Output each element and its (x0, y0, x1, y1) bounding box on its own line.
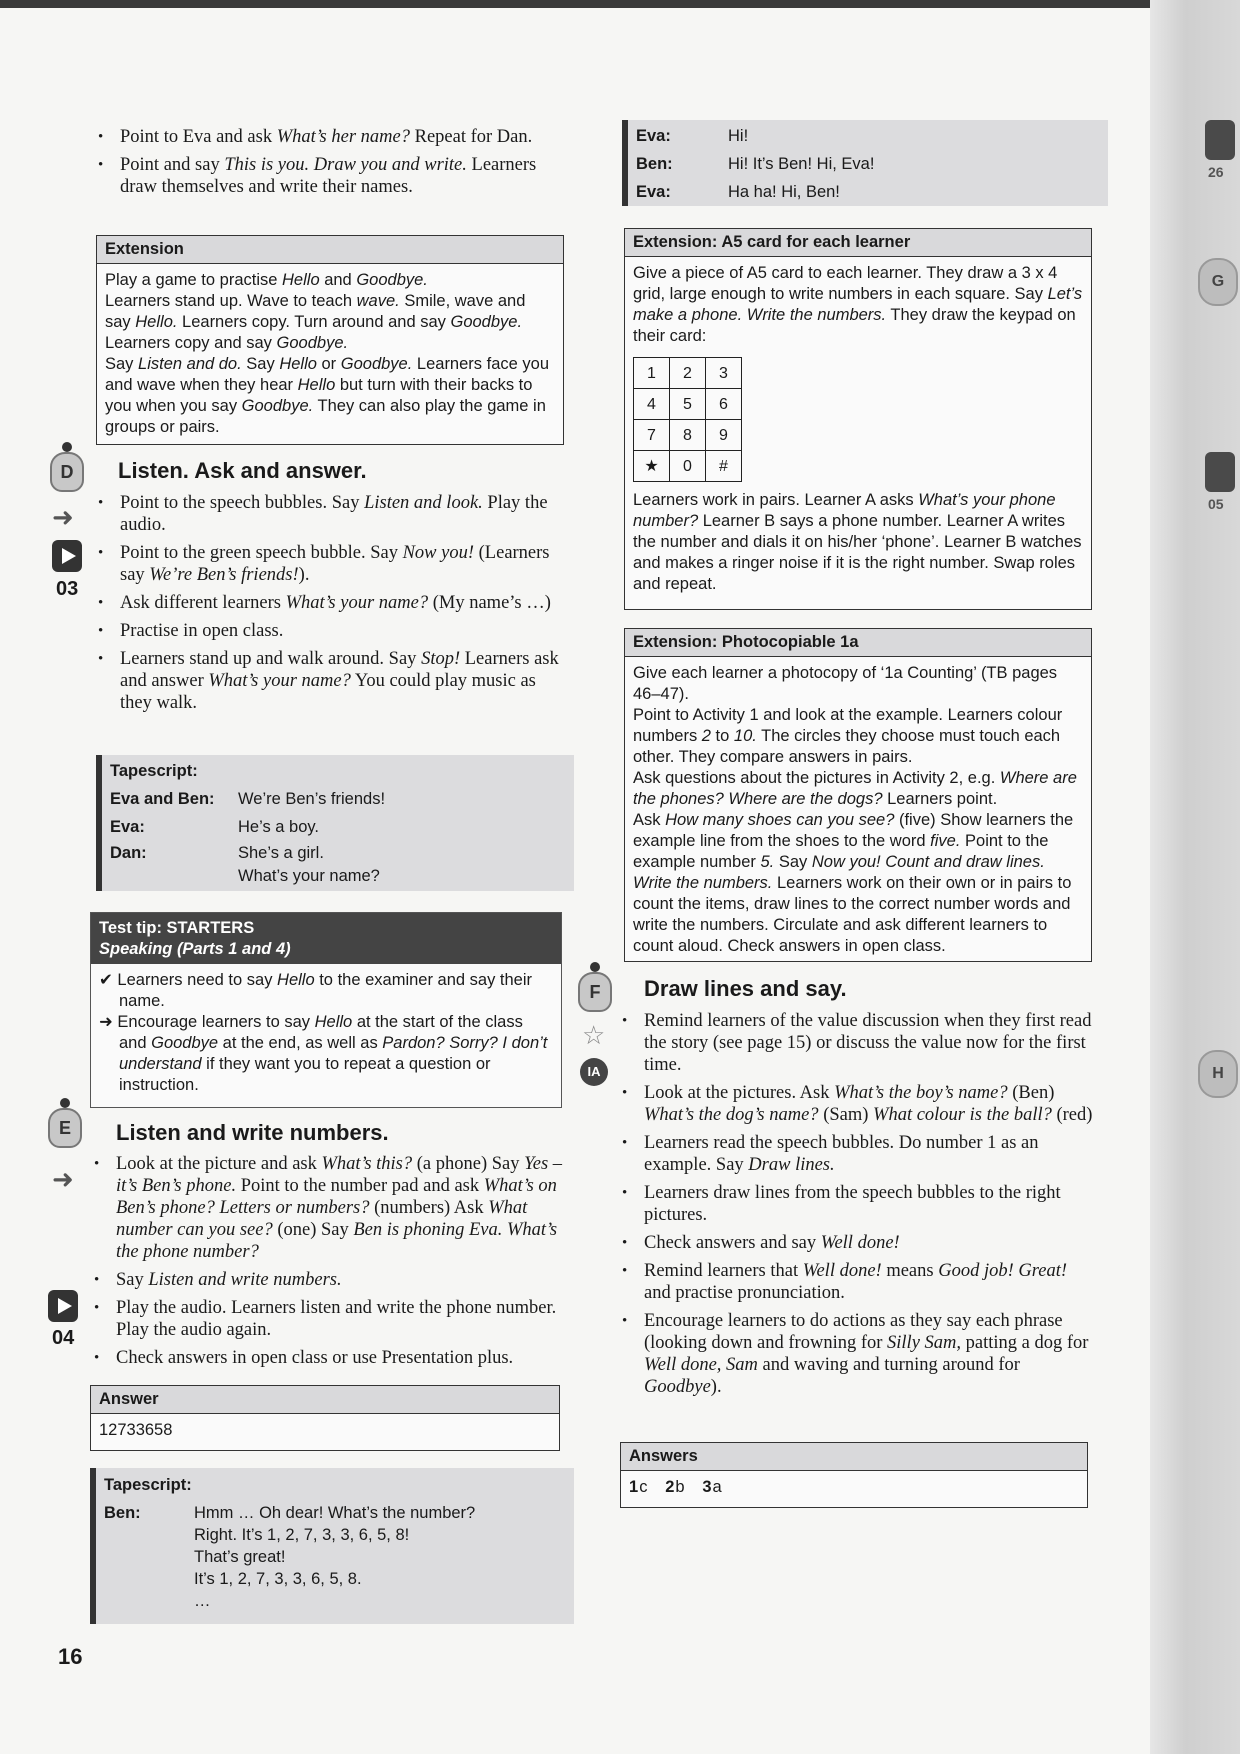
line: That’s great! (194, 1548, 286, 1566)
list-item: • Play the audio. Learners listen and write the phone number. Play the audio again. (90, 1297, 564, 1341)
list-item: • Look at the pictures. Ask What’s the boy’s name? (Ben) What’s the dog’s name? (Sam) What colour is the ball? (red) (618, 1082, 1094, 1126)
play-icon (1205, 452, 1235, 492)
intro-bullets (94, 126, 554, 204)
box-title: Answer (91, 1386, 559, 1414)
bulb-icon: G (1198, 258, 1238, 306)
table-row (104, 1502, 475, 1612)
line: … (194, 1592, 211, 1610)
keypad-cell: 2 (670, 358, 706, 389)
test-tip-body: ✔ Learners need to say Hello to the examiner and say their name. ➜ Encourage learners to say Hello at the start of the class and Goodbye at the end, as well as Pardon? Sorry? I don’t understand if they want you to repeat a question or instruction. (99, 971, 548, 1094)
section-title: Listen and write numbers. (116, 1120, 389, 1145)
table-row (110, 841, 385, 865)
section-e-bulb-icon: E (48, 1108, 82, 1148)
list-item: • Look at the picture and ask What’s this? (a phone) Say Yes – it’s Ben’s phone. Point to the number pad and ask What’s on Ben’s phone? Letters or numbers? (numbers) Ask What number can you see? (one) Say Ben is phoning Eva. What’s the phone number? (90, 1153, 564, 1263)
line: Hmm … Oh dear! What’s the number? (194, 1504, 476, 1522)
spine-track-label: 05 (1208, 496, 1224, 512)
line: Hi! (728, 127, 749, 145)
audio-play-icon[interactable] (52, 540, 82, 572)
box-body: Give each learner a photocopy of ‘1a Counting’ (TB pages 46–47). Point to Activity 1 and look at the example. Learners colour numbers 2 to 10. The circles they choose must touch each other. They compare answers in pairs. Ask questions about the pictures in Activity 2, e.g. Where are the phones? Where are the dogs? Learners point. Ask How many shoes can you see? (five) Show learners the example line from the shoes to the word five. Point to the example number 5. Say Now you! Count and draw lines. Write the numbers. Learners work on their own or in pairs to count the items, draw lines to the correct number words and write the numbers. Circulate and ask different learners to count aloud. Check answers in open class. (625, 657, 1091, 963)
arrow-icon: ➜ (52, 502, 74, 532)
check-icon: ✔ (99, 971, 113, 989)
section-d-bullets (94, 492, 564, 720)
keypad-cell: 0 (670, 451, 706, 482)
box-body: Play a game to practise Hello and Goodbye. Learners stand up. Wave to teach wave. Smile, wave and say Hello. Learners copy. Turn around and say Goodbye. Learners copy and say Goodbye. Say Listen and do. Say Hello or Goodbye. Learners face you and wave when they hear Hello but turn with their backs to you when you say Goodbye. They can also play the game in groups or pairs. (105, 271, 549, 436)
speaker: Eva: (636, 183, 671, 201)
speaker: Eva: (110, 818, 145, 836)
tapescript-title: Tapescript: (110, 762, 198, 780)
speaker: Dan: (110, 844, 147, 862)
tapescript-table (110, 785, 385, 887)
list-item: • Check answers in open class or use Presentation plus. (90, 1347, 564, 1369)
list-item: • Practise in open class. (94, 620, 564, 642)
list-item: • Point to the green speech bubble. Say Now you! (Learners say We’re Ben’s friends!). (94, 542, 564, 586)
line: He’s a boy. (238, 818, 320, 836)
table-row (110, 865, 385, 887)
test-tip-box (90, 912, 562, 1108)
keypad-cell: 1 (634, 358, 670, 389)
extension-box (624, 628, 1092, 962)
box-title: Extension (97, 236, 563, 264)
box-title: Answers (621, 1443, 1087, 1471)
line: We’re Ben’s friends! (238, 790, 386, 808)
tapescript-title: Tapescript: (104, 1476, 192, 1494)
list-item: • Point and say This is you. Draw you and write. Learners draw themselves and write their names. (94, 154, 554, 198)
section-d-bulb-icon: D (50, 452, 84, 492)
table-row (110, 785, 385, 813)
answers-box (620, 1442, 1088, 1508)
section-title: Listen. Ask and answer. (118, 458, 367, 483)
list-item: • Learners stand up and walk around. Say Stop! Learners ask and answer What’s your name? You could play music as they walk. (94, 648, 564, 714)
speaker (110, 865, 238, 887)
ia-badge-icon: IA (580, 1058, 608, 1086)
table-row (636, 122, 874, 150)
audio-play-icon[interactable] (48, 1290, 78, 1322)
tapescript-box (90, 1468, 574, 1624)
paragraph: Give each learner a photocopy of ‘1a Counting’ (TB pages 46–47). (633, 664, 1058, 703)
top-rule (0, 0, 1240, 8)
test-tip-title: Test tip: STARTERS (99, 919, 255, 937)
tapescript-box (622, 120, 1108, 206)
speaker: Ben: (104, 1504, 141, 1522)
table-row (636, 150, 874, 178)
line: Right. It’s 1, 2, 7, 3, 3, 6, 5, 8! (194, 1526, 410, 1544)
list-item: • Say Listen and write numbers. (90, 1269, 564, 1291)
keypad-cell: 4 (634, 389, 670, 420)
box-body: Give a piece of A5 card to each learner. They draw a 3 x 4 grid, large enough to write numbers in each square. Say Let’s make a phone. Write the numbers. They draw the keypad on their card: 1 2 3 4 5 6 7 8 9 ★ 0 # Learners work in pairs. Learner A asks What’s your phone number? Learner B says a phone number. Learner A writes the number and dials it on his/her ‘phone’. Learner B watches and makes a ringer noise if it is the right number. Swap roles and repeat. (633, 264, 1083, 593)
arrow-icon: ➜ (52, 1164, 74, 1194)
speaker: Eva: (636, 127, 671, 145)
list-item: • Check answers and say Well done! (618, 1232, 1094, 1254)
speaker: Ben: (636, 155, 673, 173)
list-item: • Remind learners that Well done! means Good job! Great! and practise pronunciation. (618, 1260, 1094, 1304)
keypad-cell: 7 (634, 420, 670, 451)
table-row (110, 813, 385, 841)
list-item: • Point to the speech bubbles. Say Listen and look. Play the audio. (94, 492, 564, 536)
box-title: Extension: A5 card for each learner (625, 229, 1091, 257)
section-f-bullets (618, 1010, 1094, 1404)
list-item: • Ask different learners What’s your name? (My name’s …) (94, 592, 564, 614)
extension-box (96, 235, 564, 445)
table-row (636, 178, 874, 206)
speaker: Eva and Ben: (110, 790, 215, 808)
line: What’s your name? (238, 867, 380, 885)
spine-track-label: 26 (1208, 164, 1224, 180)
answers-list: 1c 2b 3a (629, 1478, 723, 1496)
keypad-cell: 5 (670, 389, 706, 420)
section-f-bulb-icon: F (578, 972, 612, 1012)
tapescript-table (636, 122, 874, 206)
list-item: • Encourage learners to do actions as they say each phrase (looking down and frowning for Silly Sam, patting a dog for Well done, Sam and waving and turning around for Goodbye). (618, 1310, 1094, 1398)
test-tip-header (91, 913, 561, 964)
answer-box (90, 1385, 560, 1451)
line: Ha ha! Hi, Ben! (728, 183, 840, 201)
arrow-icon: ➜ (99, 1013, 113, 1031)
answer-value: 12733658 (99, 1421, 173, 1439)
keypad-cell: 8 (670, 420, 706, 451)
test-tip-subtitle: Speaking (Parts 1 and 4) (99, 940, 291, 958)
list-item: • Learners draw lines from the speech bubbles to the right pictures. (618, 1182, 1094, 1226)
keypad-cell: 9 (706, 420, 742, 451)
list-item: • Learners read the speech bubbles. Do number 1 as an example. Say Draw lines. (618, 1132, 1094, 1176)
lines (194, 1502, 475, 1612)
list-item: • Remind learners of the value discussion when they first read the story (see page 15) or discuss the value now for the first time. (618, 1010, 1094, 1076)
line: Hi! It’s Ben! Hi, Eva! (728, 155, 875, 173)
keypad-grid (633, 357, 742, 482)
tapescript-table (104, 1502, 475, 1612)
extension-box (624, 228, 1092, 610)
keypad-cell: ★ (634, 451, 670, 482)
line: It’s 1, 2, 7, 3, 3, 6, 5, 8. (194, 1570, 362, 1588)
line: She’s a girl. (238, 844, 324, 862)
box-title: Extension: Photocopiable 1a (625, 629, 1091, 657)
section-e-bullets (90, 1153, 564, 1375)
play-icon (1205, 120, 1235, 160)
tapescript-box (96, 755, 574, 891)
bulb-icon: H (1198, 1050, 1238, 1098)
star-icon: ☆ (582, 1020, 606, 1050)
page-number: 16 (58, 1644, 83, 1669)
track-number: 03 (56, 578, 79, 600)
keypad-cell: 6 (706, 389, 742, 420)
track-number: 04 (52, 1327, 75, 1349)
list-item: • Point to Eva and ask What’s her name? Repeat for Dan. (94, 126, 554, 148)
keypad-cell: 3 (706, 358, 742, 389)
section-title: Draw lines and say. (644, 976, 847, 1001)
keypad-cell: # (706, 451, 742, 482)
